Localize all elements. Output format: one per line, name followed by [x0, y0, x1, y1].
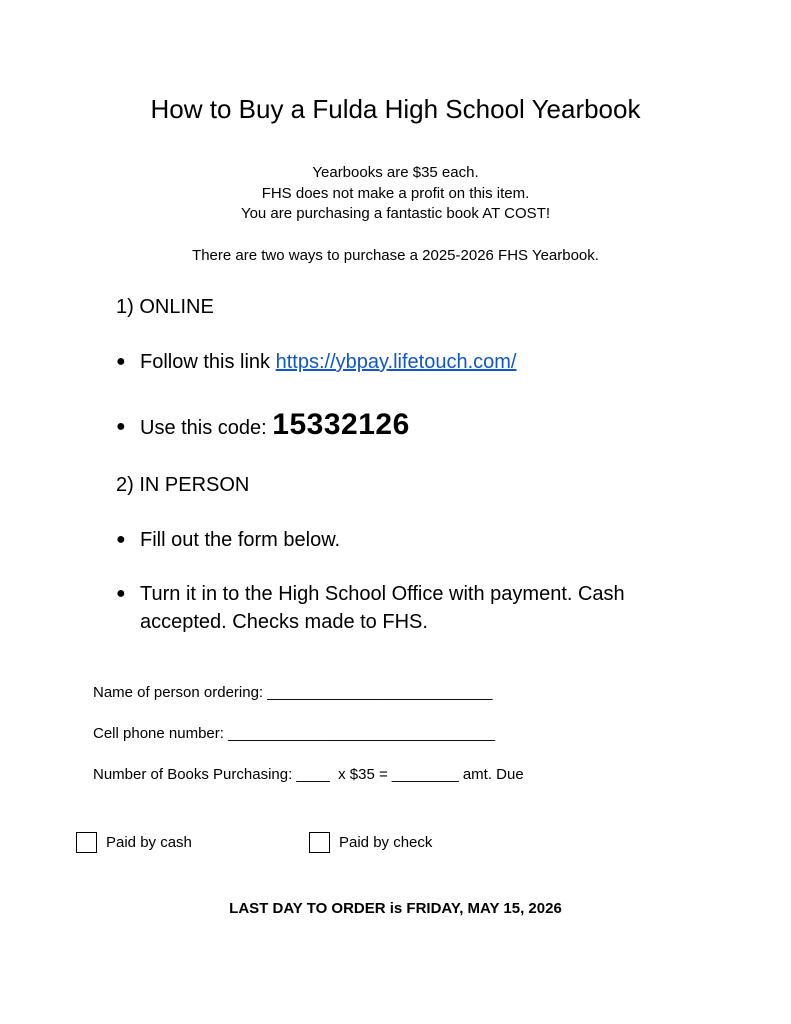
code-prefix: Use this code: [140, 417, 273, 439]
bullet-icon: ● [116, 585, 126, 602]
bullet-icon: ● [116, 353, 126, 370]
paid-cash-option[interactable] [76, 832, 192, 853]
office-instruction: Turn it in to the High School Office with payment. Cash accepted. Checks made to FHS. [140, 583, 625, 633]
cost-line: You are purchasing a fantastic book AT COST! [240, 205, 551, 222]
price-info [0, 163, 791, 225]
link-bullet [116, 348, 676, 376]
books-field[interactable]: Number of Books Purchasing: ____ x $35 = ________ amt. Due [93, 766, 524, 783]
paid-check-option[interactable] [309, 832, 432, 853]
form-bullet [116, 526, 676, 554]
profit-line: FHS does not make a profit on this item. [261, 184, 530, 202]
paid-cash-checkbox[interactable] [76, 832, 97, 853]
page-title: How to Buy a Fulda High School Yearbook [150, 94, 641, 124]
form-instruction: Fill out the form below. [140, 529, 341, 551]
ways-text: There are two ways to purchase a 2025-2026 FHS Yearbook. [192, 247, 599, 264]
paid-check-label: Paid by check [339, 834, 433, 851]
online-heading: 1) ONLINE [116, 296, 214, 318]
order-code: 15332126 [272, 408, 410, 441]
bullet-icon: ● [116, 531, 126, 548]
paid-cash-label: Paid by cash [106, 834, 192, 851]
name-field[interactable]: Name of person ordering: ___________________________ [93, 684, 493, 701]
phone-field[interactable]: Cell phone number: ________________________________ [93, 725, 496, 742]
price-line: Yearbooks are $35 each. [312, 164, 479, 181]
lifetouch-link[interactable]: https://ybpay.lifetouch.com/ [275, 351, 517, 373]
paid-check-checkbox[interactable] [309, 832, 330, 853]
order-deadline: LAST DAY TO ORDER is FRIDAY, MAY 15, 2026 [229, 900, 562, 917]
code-bullet [116, 407, 676, 447]
in-person-heading: 2) IN PERSON [116, 474, 250, 496]
office-bullet [116, 580, 676, 636]
link-prefix: Follow this link [140, 351, 276, 373]
bullet-icon: ● [116, 418, 126, 435]
